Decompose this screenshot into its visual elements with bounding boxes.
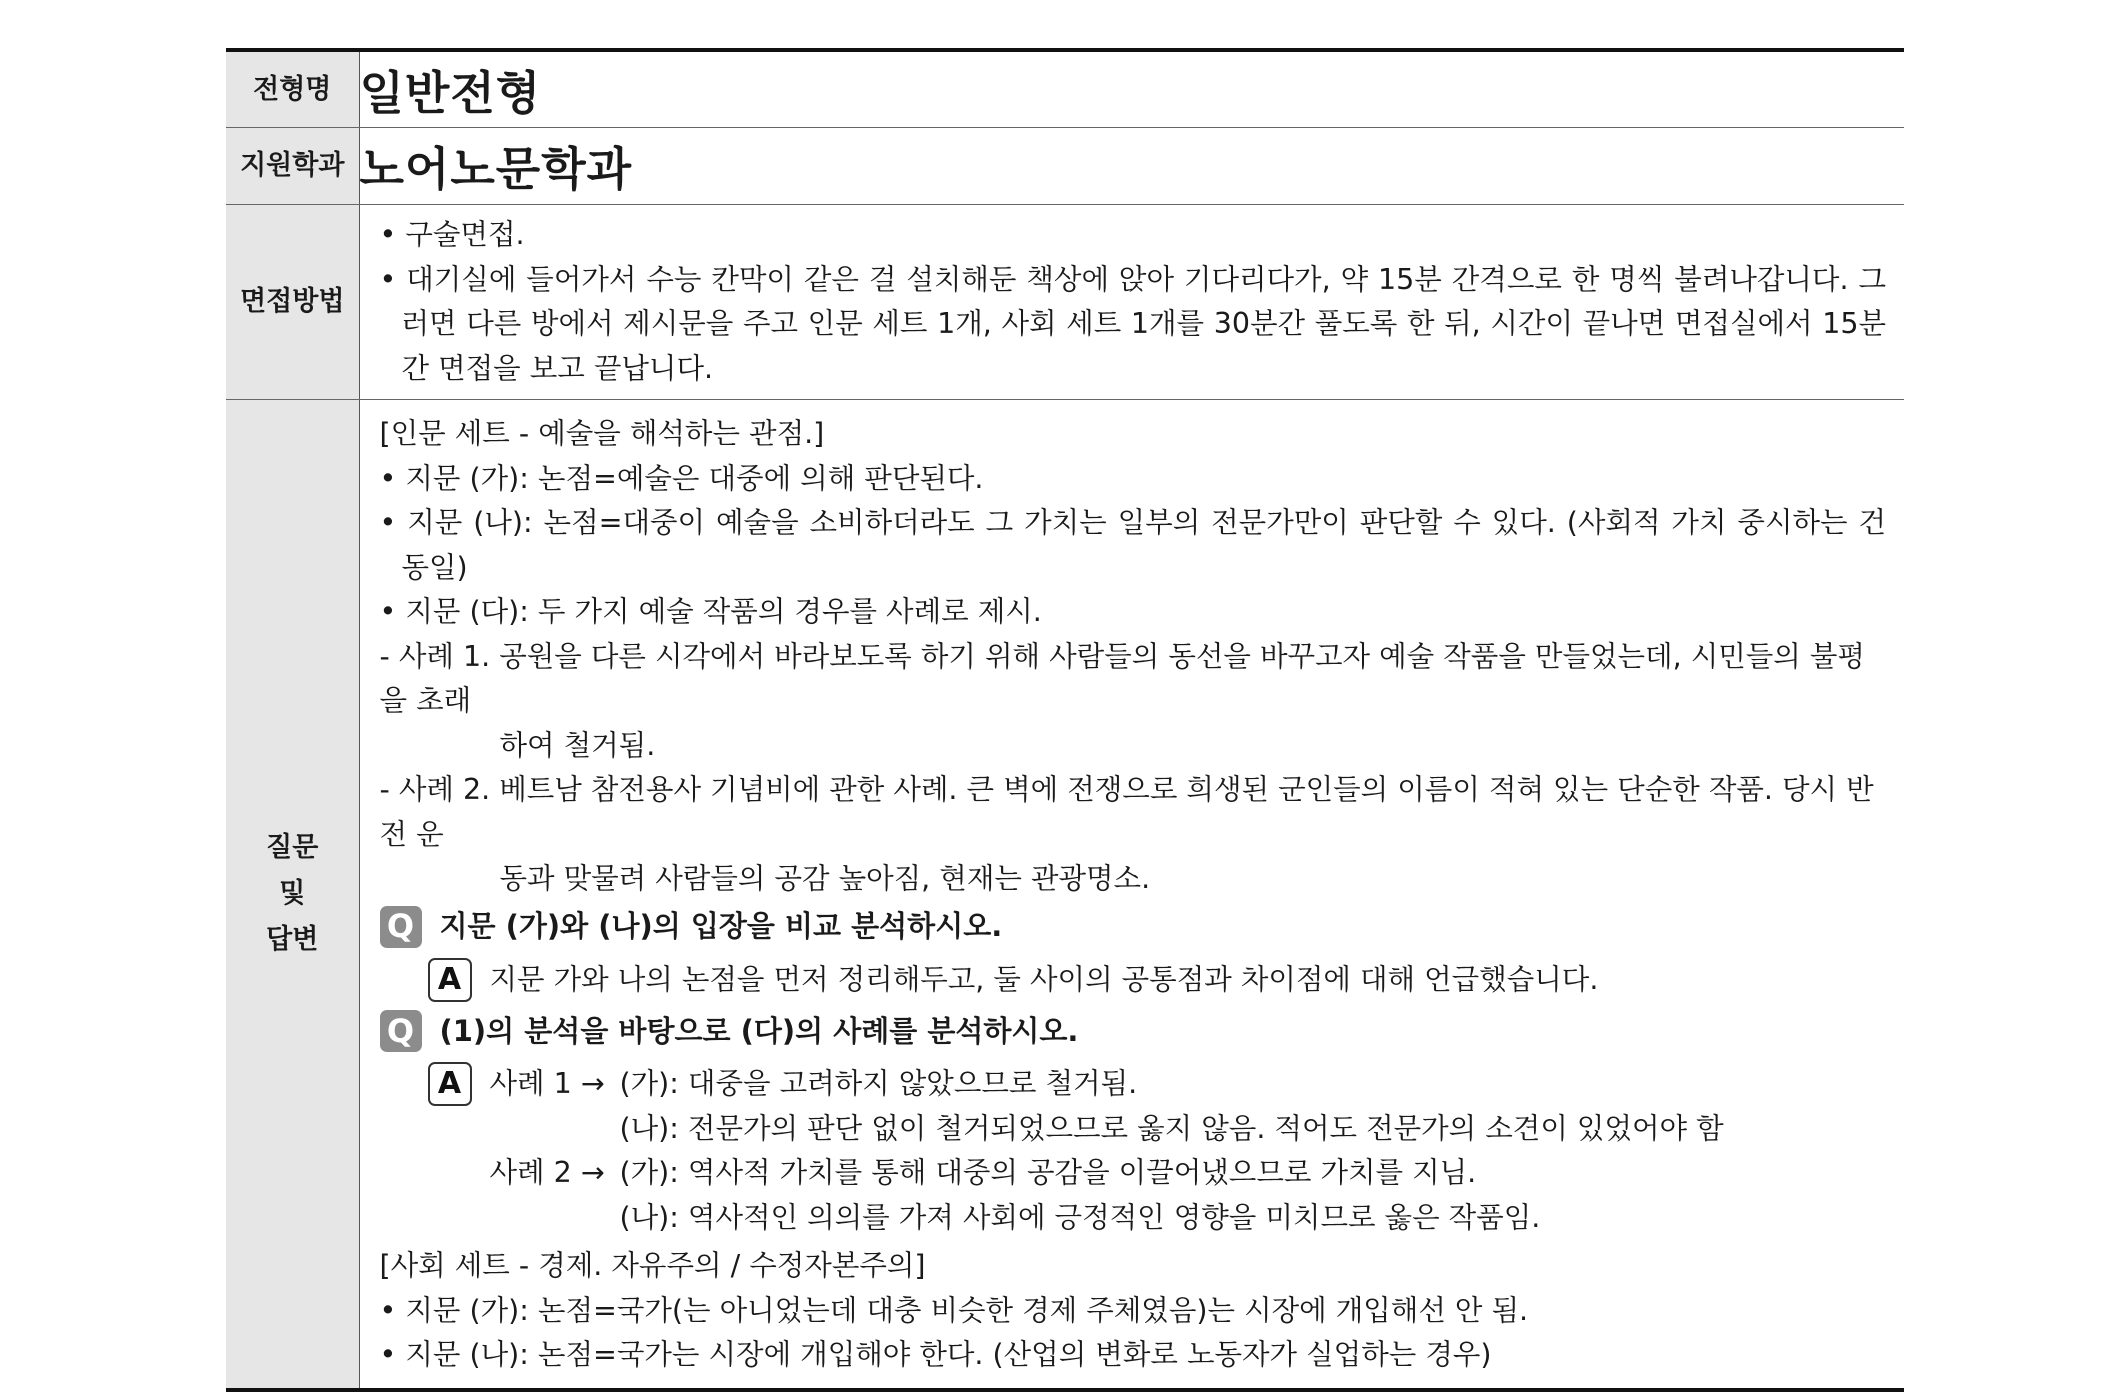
set2-bullet: • 지문 (가): 논점=국가(는 아니었는데 대충 비슷한 경제 주체였음)는 시장에 개입해선 안 됨.	[379, 1293, 1529, 1327]
method-line: • 구술면접.	[379, 218, 525, 251]
question-1	[380, 902, 1887, 952]
answer-2	[380, 1062, 1887, 1240]
row-interview-method	[226, 205, 1904, 400]
interview-info-table	[226, 48, 1904, 1392]
row-department	[226, 128, 1904, 205]
answer-1-text: 지문 가와 나의 논점을 먼저 정리해두고, 둘 사이의 공통점과 차이점에 대해 언급했습니다.	[489, 962, 1599, 996]
case2-cont: 동과 맞물려 사람들의 공감 높아짐, 현재는 관광명소.	[499, 862, 1151, 895]
interview-method-label: 면접방법	[226, 205, 359, 400]
answer-2-case1-label: 사례 1 →	[489, 1067, 605, 1100]
question-badge: Q	[380, 906, 422, 948]
set1-bullet: • 지문 (나): 논점=대중이 예술을 소비하더라도 그 가치는 일부의 전문가만이 판단할 수 있다. (사회적 가치 중시하는 건 동일)	[379, 506, 1886, 584]
question-badge: Q	[380, 1010, 422, 1052]
qa-label-line: 질문	[266, 831, 319, 863]
case2-lead: - 사례 2. 베트남 참전용사 기념비에 관한 사례. 큰 벽에 전쟁으로 희생된 군인들의 이름이 적혀 있는 단순한 작품. 당시 반전 운	[379, 773, 1874, 851]
answer-2-case1-ga: (가): 대중을 고려하지 않았으므로 철거됨.	[619, 1067, 1138, 1100]
answer-2-case2-na: (나): 역사적인 의의를 가져 사회에 긍정적인 영향을 미치므로 옳은 작품임.	[619, 1200, 1541, 1234]
method-line: • 대기실에 들어가서 수능 칸막이 같은 걸 설치해둔 책상에 앉아 기다리다가, 약 15분 간격으로 한 명씩 불려나갑니다. 그러면 다른 방에서 제시문을 주고 인문 세트 1개, 사회 세트 1개를 30분간 풀도록 한 뒤, 시간이 끝나면 면접실에서 15분간 면접을 보고 끝납니다.	[379, 262, 1886, 385]
department-label: 지원학과	[226, 128, 359, 205]
qa-label-line: 답변	[266, 923, 319, 955]
answer-badge: A	[428, 958, 472, 1002]
department-value	[359, 128, 1904, 205]
row-admission-type	[226, 50, 1904, 128]
admission-type-text: 일반전형	[359, 65, 542, 120]
set1-heading: [인문 세트 - 예술을 해석하는 관점.]	[379, 417, 825, 450]
admission-type-value	[359, 50, 1904, 128]
answer-badge: A	[428, 1062, 472, 1106]
answer-2-case1-na: (나): 전문가의 판단 없이 철거되었으므로 옳지 않음. 적어도 전문가의 소견이 있었어야 함	[619, 1111, 1724, 1145]
department-text: 노어노문학과	[359, 142, 633, 196]
admission-type-label: 전형명	[226, 50, 359, 128]
question-1-text: 지문 (가)와 (나)의 입장을 비교 분석하시오.	[439, 909, 1003, 944]
qa-label	[226, 400, 359, 1390]
answer-2-case2-label: 사례 2 →	[489, 1156, 605, 1189]
set2-heading: [사회 세트 - 경제. 자유주의 / 수정자본주의]	[379, 1249, 926, 1282]
set2-bullet: • 지문 (나): 논점=국가는 시장에 개입해야 한다. (산업의 변화로 노동자가 실업하는 경우)	[379, 1338, 1492, 1371]
answer-2-case2-ga: (가): 역사적 가치를 통해 대중의 공감을 이끌어냈으므로 가치를 지님.	[619, 1156, 1477, 1189]
answer-1	[380, 958, 1887, 1003]
set1-bullet: • 지문 (다): 두 가지 예술 작품의 경우를 사례로 제시.	[379, 595, 1042, 628]
qa-label-line: 및	[279, 877, 306, 909]
question-2	[380, 1006, 1887, 1056]
qa-value	[359, 400, 1904, 1390]
case1-cont: 하여 철거됨.	[499, 728, 656, 762]
row-questions-answers	[226, 400, 1904, 1390]
interview-method-value	[359, 205, 1904, 400]
answer-2-body	[490, 1062, 1887, 1240]
case1-lead: - 사례 1. 공원을 다른 시각에서 바라보도록 하기 위해 사람들의 동선을 바꾸고자 예술 작품을 만들었는데, 시민들의 불평을 초래	[379, 639, 1865, 717]
question-2-text: (1)의 분석을 바탕으로 (다)의 사례를 분석하시오.	[439, 1013, 1079, 1048]
set1-bullet: • 지문 (가): 논점=예술은 대중에 의해 판단된다.	[379, 461, 984, 495]
